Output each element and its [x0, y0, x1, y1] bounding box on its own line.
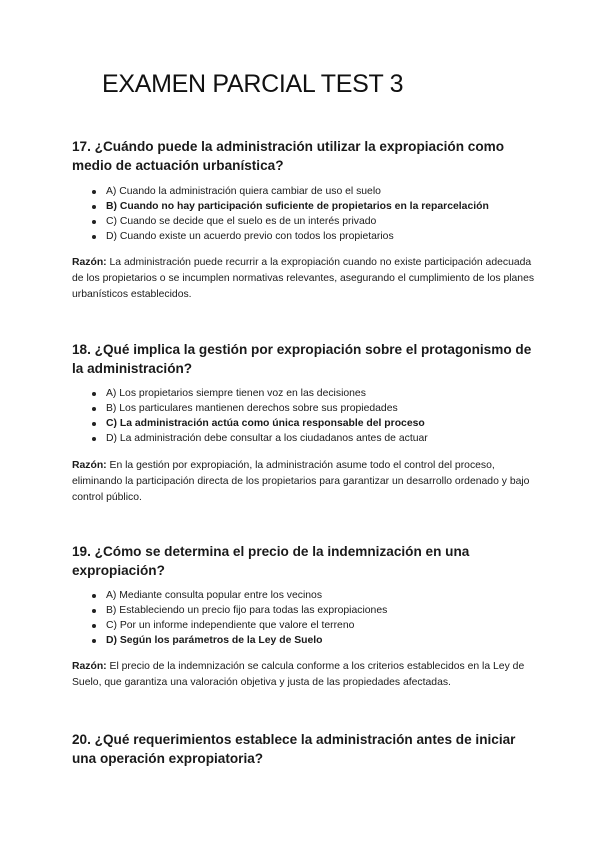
- option-19-a: A) Mediante consulta popular entre los vecinos: [72, 588, 542, 603]
- option-17-a: A) Cuando la administración quiera cambiar de uso el suelo: [72, 184, 542, 199]
- bullet-icon: [92, 205, 96, 209]
- reason-18: Razón: En la gestión por expropiación, la administración asume todo el control del proceso, eliminando la participación directa de los propietarios para garantizar un desarrollo ordenado y bajo control público.: [72, 460, 530, 503]
- page-title: EXAMEN PARCIAL TEST 3: [102, 70, 404, 98]
- option-18-d: D) La administración debe consultar a los ciudadanos antes de actuar: [72, 431, 542, 446]
- bullet-icon: [92, 190, 96, 194]
- question-17: 17. ¿Cuándo puede la administración utilizar la expropiación como medio de actuación urbanística?: [72, 139, 505, 173]
- option-17-d: D) Cuando existe un acuerdo previo con todos los propietarios: [72, 229, 542, 244]
- reason-label: Razón:: [72, 257, 107, 268]
- bullet-icon: [92, 235, 96, 239]
- reason-17: Razón: La administración puede recurrir a la expropiación cuando no existe participación adecuada de los propietarios o se incumplen normativas relevantes, asegurando el cumplimiento de los planes urbanísticos establecidos.: [72, 257, 535, 300]
- option-19-b: B) Estableciendo un precio fijo para todas las expropiaciones: [72, 603, 542, 618]
- question-20: 20. ¿Qué requerimientos establece la administración antes de iniciar una operación expropiatoria?: [72, 732, 516, 766]
- question-19: 19. ¿Cómo se determina el precio de la indemnización en una expropiación?: [72, 544, 470, 578]
- options-list-17: [72, 184, 542, 244]
- bullet-icon: [92, 609, 96, 613]
- bullet-icon: [92, 422, 96, 426]
- bullet-icon: [92, 594, 96, 598]
- reason-19: Razón: El precio de la indemnización se calcula conforme a los criterios establecidos en la Ley de Suelo, que garantiza una valoración objetiva y justa de las propiedades afectadas.: [72, 661, 525, 688]
- options-list-19: [72, 588, 542, 648]
- question-18: 18. ¿Qué implica la gestión por expropiación sobre el protagonismo de la administración?: [72, 342, 532, 376]
- bullet-icon: [92, 220, 96, 224]
- option-17-b-correct: B) Cuando no hay participación suficiente de propietarios en la reparcelación: [72, 199, 542, 214]
- reason-label: Razón:: [72, 661, 107, 672]
- option-18-a: A) Los propietarios siempre tienen voz en las decisiones: [72, 386, 542, 401]
- bullet-icon: [92, 407, 96, 411]
- options-list-18: [72, 386, 542, 446]
- bullet-icon: [92, 624, 96, 628]
- option-18-b: B) Los particulares mantienen derechos sobre sus propiedades: [72, 401, 542, 416]
- bullet-icon: [92, 437, 96, 441]
- bullet-icon: [92, 639, 96, 643]
- reason-label: Razón:: [72, 460, 107, 471]
- option-17-c: C) Cuando se decide que el suelo es de un interés privado: [72, 214, 542, 229]
- option-19-d-correct: D) Según los parámetros de la Ley de Suelo: [72, 633, 542, 648]
- bullet-icon: [92, 392, 96, 396]
- option-19-c: C) Por un informe independiente que valore el terreno: [72, 618, 542, 633]
- option-18-c-correct: C) La administración actúa como única responsable del proceso: [72, 416, 542, 431]
